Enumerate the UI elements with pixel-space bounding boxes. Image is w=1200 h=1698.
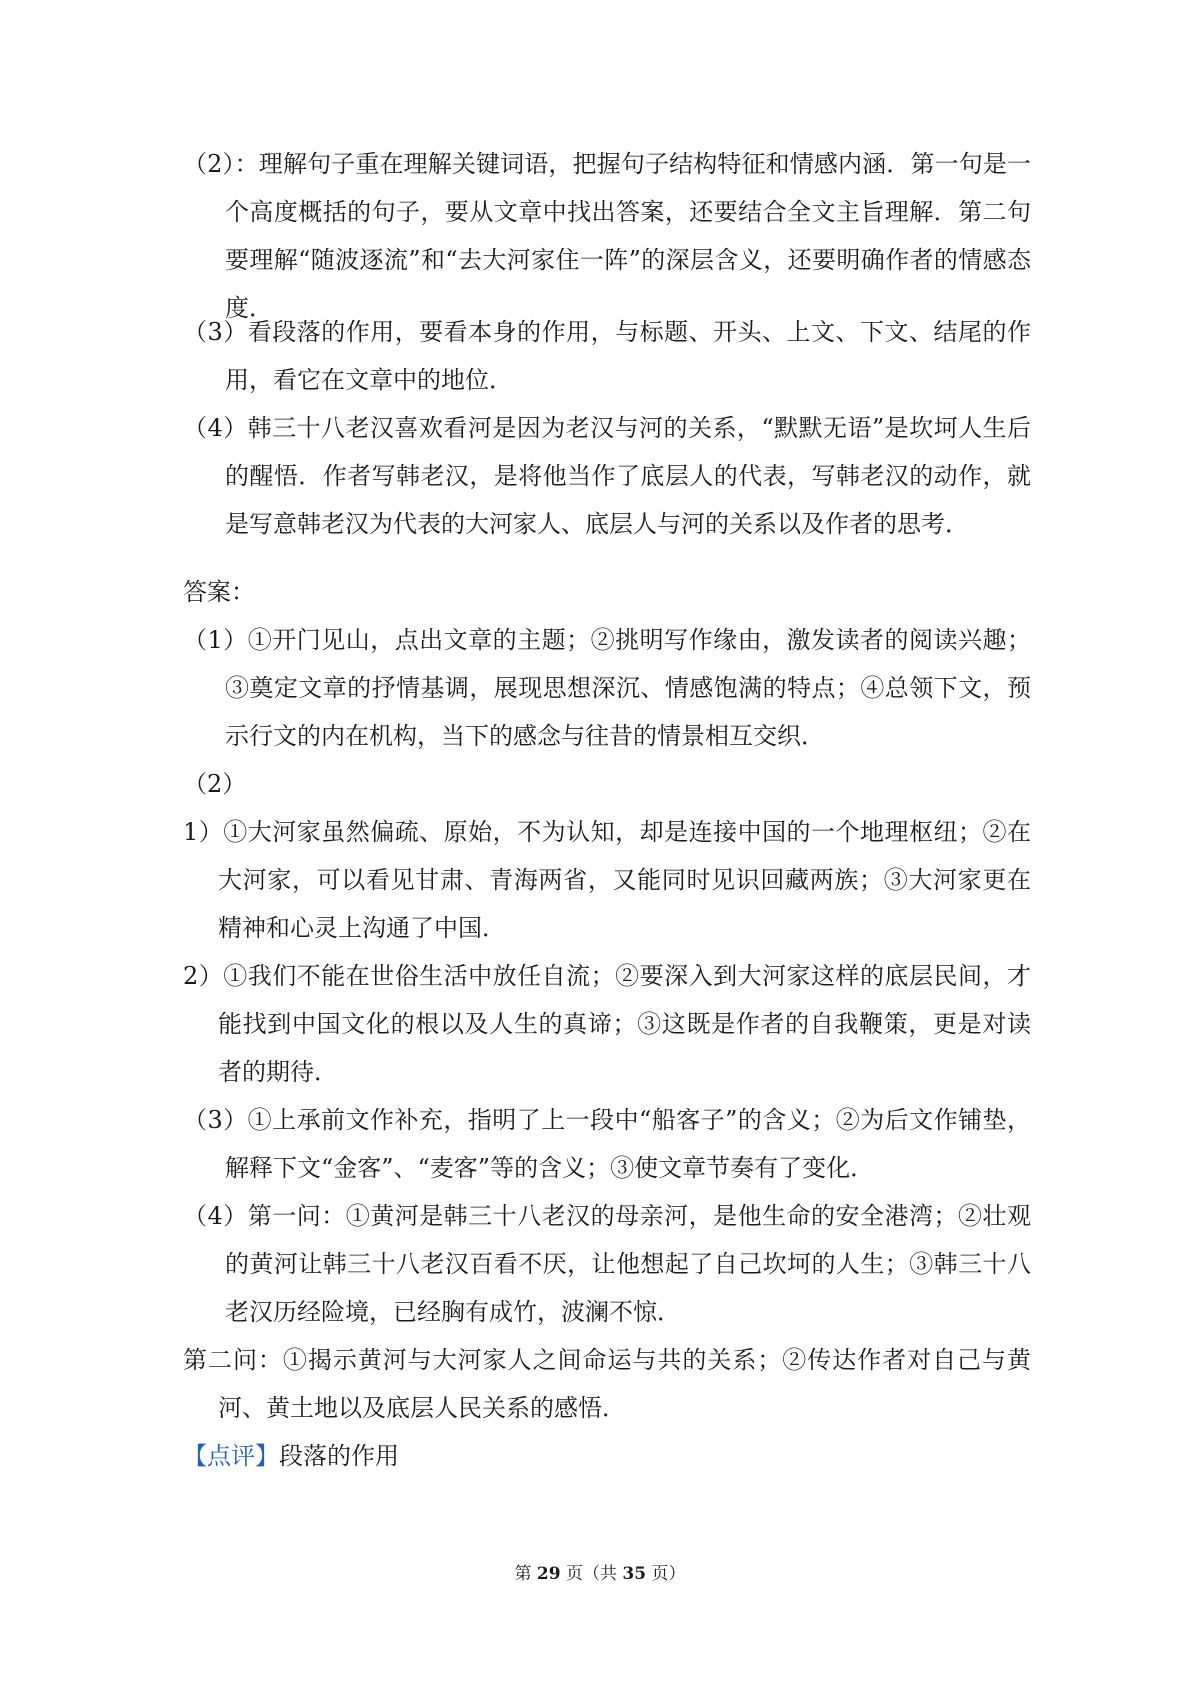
analysis-paragraph-4: （4）韩三十八老汉喜欢看河是因为老汉与河的关系，“默默无语”是坎坷人生后的醒悟．作者写韩老汉，是将他当作了底层人的代表，写韩老汉的动作，就是写意韩老汉为代表的大河家人、底层人与河的关系以及作者的思考． — [183, 414, 1031, 538]
comment-text: 段落的作用 — [279, 1442, 399, 1470]
analysis-paragraph-2: （2）：理解句子重在理解关键词语，把握句子结构特征和情感内涵．第一句是一个高度概括的句子，要从文章中找出答案，还要结合全文主旨理解．第二句要理解“随波逐流”和“去大河家住一阵”的深层含义，还要明确作者的情感态度． — [183, 150, 1031, 322]
footer-prefix: 第 — [514, 1564, 532, 1584]
answer-label: 答案： — [183, 578, 255, 606]
footer-middle: 页（共 — [566, 1564, 617, 1584]
comment-tag: 【点评】 — [183, 1442, 279, 1470]
answer-2-label: （2） — [183, 770, 247, 798]
page-footer — [0, 1560, 1200, 1588]
answer-4-question-2: 第二问：①揭示黄河与大河家人之间命运与共的关系；②传达作者对自己与黄河、黄土地以及底层人民关系的感悟． — [183, 1346, 1031, 1422]
answer-2-sub-2: 2）①我们不能在世俗生活中放任自流；②要深入到大河家这样的底层民间，才能找到中国文化的根以及人生的真谛；③这既是作者的自我鞭策，更是对读者的期待． — [183, 962, 1031, 1086]
answer-4-question-1: （4）第一问：①黄河是韩三十八老汉的母亲河，是他生命的安全港湾；②壮观的黄河让韩三十八老汉百看不厌，让他想起了自己坎坷的人生；③韩三十八老汉历经险境，已经胸有成竹，波澜不惊． — [183, 1202, 1031, 1326]
answer-1: （1）①开门见山，点出文章的主题；②挑明写作缘由，激发读者的阅读兴趣；③奠定文章的抒情基调，展现思想深沉、情感饱满的特点；④总领下文，预示行文的内在机构，当下的感念与往昔的情景相互交织． — [183, 626, 1031, 750]
analysis-paragraph-3: （3）看段落的作用，要看本身的作用，与标题、开头、上文、下文、结尾的作用，看它在文章中的地位． — [183, 318, 1031, 394]
comment-line — [183, 1432, 399, 1480]
footer-suffix: 页） — [651, 1564, 686, 1584]
answer-2-sub-1: 1）①大河家虽然偏疏、原始，不为认知，却是连接中国的一个地理枢纽；②在大河家，可以看见甘肃、青海两省，又能同时见识回藏两族；③大河家更在精神和心灵上沟通了中国． — [183, 818, 1031, 942]
footer-total-pages: 35 — [622, 1564, 647, 1584]
answer-3: （3）①上承前文作补充，指明了上一段中“船客子”的含义；②为后文作铺垫，解释下文“金客”、“麦客”等的含义；③使文章节奏有了变化． — [183, 1106, 1031, 1182]
footer-page-number: 29 — [536, 1564, 561, 1584]
